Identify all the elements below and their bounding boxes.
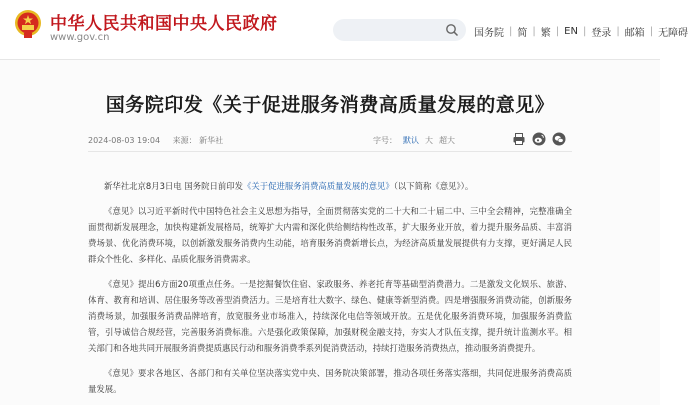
national-emblem-icon[interactable] (14, 9, 42, 39)
publish-date: 2024-08-03 19:04 (88, 136, 161, 145)
font-size-default[interactable]: 默认 (403, 136, 419, 145)
nav-divider: | (649, 26, 654, 37)
nav-divider: | (616, 26, 620, 37)
site-url: www.gov.cn (50, 32, 110, 43)
policy-document-link[interactable]: 《关于促进服务消费高质量发展的意见》 (242, 181, 394, 191)
body-paragraph-requirements: 《意见》要求各地区、各部门和有关单位坚决落实党中央、国务院决策部署，推动各项任务落实落细，共同促进服务消费高质量发展。 (88, 368, 572, 394)
nav-item-state-council[interactable]: 国务院 (474, 28, 504, 39)
article-source: 来源： 新华社 (172, 136, 224, 145)
nav-divider: | (532, 26, 536, 37)
nav-item-traditional[interactable]: 繁 (540, 28, 551, 39)
nav-divider: | (509, 26, 513, 37)
print-icon[interactable] (512, 132, 526, 146)
article-title: 国务院印发《关于促进服务消费高质量发展的意见》 (105, 94, 555, 116)
site-header (0, 0, 688, 60)
nav-item-login[interactable]: 登录 (591, 28, 612, 39)
share-tools (512, 132, 566, 146)
search-input[interactable] (333, 19, 466, 41)
site-title[interactable]: 中华人民共和国中央人民政府 (50, 14, 278, 34)
lead-suffix: （以下简称《意见》）。 (393, 181, 474, 191)
nav-item-english[interactable]: EN (564, 26, 578, 37)
lead-paragraph (88, 178, 572, 194)
lead-prefix: 新华社北京8月3日电 国务院日前印发 (104, 181, 243, 191)
weibo-icon[interactable] (532, 132, 546, 146)
font-size-control (373, 135, 455, 146)
nav-item-accessibility[interactable]: 无障碍 (658, 28, 688, 39)
nav-item-simplified[interactable]: 简 (517, 28, 528, 39)
search-icon[interactable] (445, 23, 459, 37)
top-nav (474, 24, 688, 39)
font-size-large[interactable]: 大 (425, 136, 433, 145)
font-size-label: 字号： (373, 136, 397, 145)
body-paragraph-key-tasks: 《意见》提出6方面20项重点任务。一是挖掘餐饮住宿、家政服务、养老托育等基础型消费潜力。二是激发文化娱乐、旅游、体育、教育和培训、居住服务等改善型消费活力。三是培育壮大数字、绿色、健康等新型消费。四是增强服务消费动能，创新服务消费场景，加强服务消费品牌培育，放宽服务业市场准入，持续深化电信等领域开放。五是优化服务消费环境，加强服务消费监管，引导诚信合规经营，完善服务消费标准。六是强化政策保障，加强财税金融支持，夯实人才队伍支撑，提升统计监测水平。相关部门和各地共同开展服务消费提质惠民行动和服务消费季系列促消费活动，持续打造服务消费热点，推动服务消费提升。 (88, 279, 572, 353)
nav-item-mail[interactable]: 邮箱 (624, 28, 645, 39)
meta-divider (88, 151, 572, 152)
body-paragraph-guiding-principles: 《意见》以习近平新时代中国特色社会主义思想为指导，全面贯彻落实党的二十大和二十届二中、三中全会精神，完整准确全面贯彻新发展理念，加快构建新发展格局，统筹扩大内需和深化供给侧结构性改革，扩大服务业开放，着力提升服务品质、丰富消费场景、优化消费环境，以创新激发服务消费内生动能，培育服务消费新增长点，为经济高质量发展提供有力支撑，更好满足人民群众个性化、多样化、品质化服务消费需求。 (88, 206, 572, 264)
article-container (0, 60, 660, 405)
nav-divider: | (555, 26, 560, 37)
font-size-xlarge[interactable]: 超大 (439, 136, 455, 145)
article-body (88, 178, 572, 406)
meta-info (88, 135, 233, 146)
article-meta (88, 132, 572, 148)
nav-divider: | (582, 26, 587, 37)
wechat-icon[interactable] (552, 132, 566, 146)
